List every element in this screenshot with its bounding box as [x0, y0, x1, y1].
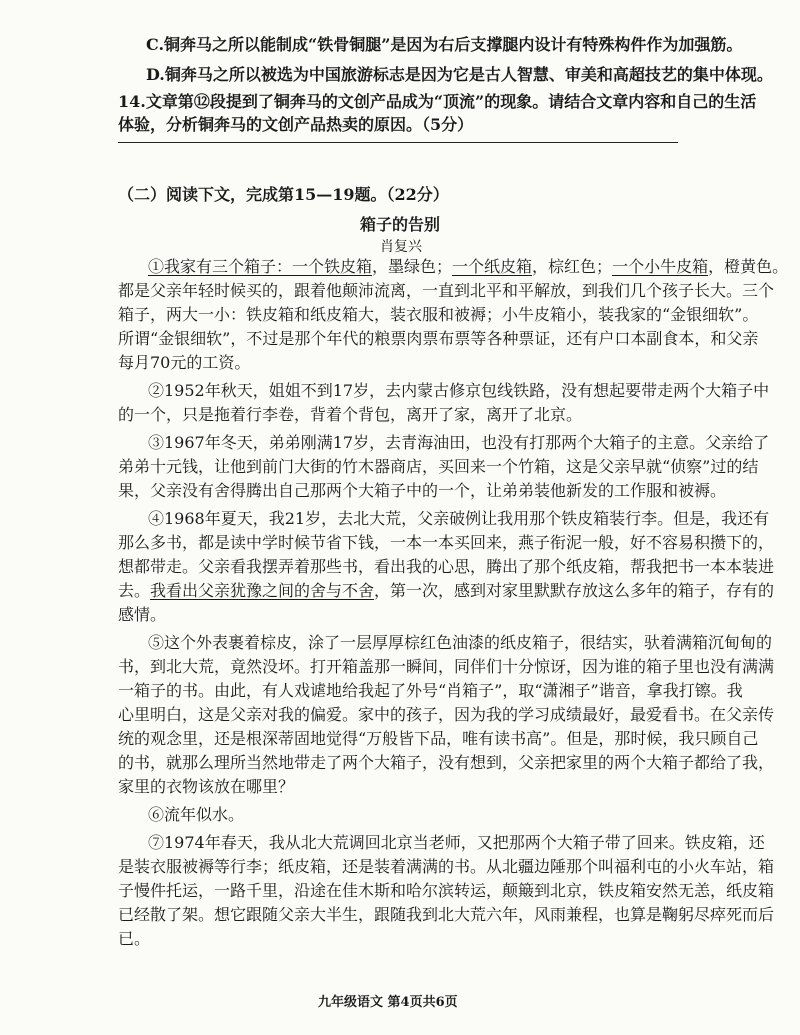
paragraph-5-line-7: 家里的衣物该放在哪里？	[118, 777, 295, 796]
paragraph-4-line-3: 想都带走。父亲看我摆弄着那些书，看出我的心思，腾出了那个纸皮箱，帮我把书一本本装进	[118, 557, 775, 576]
question-14-line1: 14.文章第⑫段提到了铜奔马的文创产品成为“顶流”的现象。请结合文章内容和自己的生活	[118, 92, 757, 111]
paragraph-2-line-1: ②1952年秋天，姐姐不到17岁，去内蒙古修京包线铁路，没有想起要带走两个大箱子中	[148, 381, 770, 400]
underlined-text: 一个纸皮箱	[452, 257, 533, 276]
paragraph-2-line-2: 的一个，只是拖着行李卷，背着个背包，离开了家，离开了北京。	[118, 405, 583, 424]
section-heading: （二）阅读下文，完成第15—19题。（22分）	[118, 185, 449, 204]
paragraph-1-line-4: 所谓“金银细软”，不过是那个年代的粮票肉票布票等各种票证，还有户口本副食本，和父亲	[118, 329, 759, 348]
option-d: D.铜奔马之所以被选为中国旅游标志是因为它是古人智慧、审美和高超技艺的集中体现。	[146, 65, 773, 84]
question-14-line2: 体验，分析铜奔马的文创产品热卖的原因。（5分）	[118, 115, 474, 134]
paragraph-7-line-4: 已经散了架。想它跟随父亲大半生，跟随我到北大荒六年，风雨兼程，也算是鞠躬尽瘁死而后	[118, 905, 775, 924]
paragraph-3-line-3: 果，父亲没有舍得腾出自己那两个大箱子中的一个，让弟弟装他新发的工作服和被褥。	[118, 481, 727, 500]
paragraph-5-line-2: 书，到北大荒，竟然没坏。打开箱盖那一瞬间，同伴们十分惊讶，因为谁的箱子里也没有满满	[118, 657, 775, 676]
paragraph-1-line-2: 都是父亲年轻时候买的，跟着他颠沛流离，一直到北平和平解放，到我们几个孩子长大。三个	[118, 281, 775, 300]
article-author: 肖复兴	[380, 239, 422, 255]
answer-line	[118, 142, 678, 143]
paragraph-3-line-2: 弟弟十元钱，让他到前门大街的竹木器商店，买回来一个竹箱，这是父亲早就“侦察”过的结	[118, 457, 759, 476]
paragraph-7-line-2: 是装衣服被褥等行李；纸皮箱，还是装着满满的书。从北疆边陲那个叫福利屯的小火车站，箱	[118, 857, 775, 876]
paragraph-7-line-3: 子慢件托运，一路千里，沿途在佳木斯和哈尔滨转运，颠簸到北京，铁皮箱安然无恙，纸皮箱	[118, 881, 775, 900]
paragraph-7-line-1: ⑦1974年春天，我从北大荒调回北京当老师，又把那两个大箱子带了回来。铁皮箱，还	[148, 833, 765, 852]
paragraph-1-line-1: ①我家有三个箱子：一个铁皮箱，墨绿色；一个纸皮箱，棕红色；一个小牛皮箱，橙黄色。	[148, 257, 789, 276]
page-footer: 九年级语文 第4页共6页	[318, 995, 458, 1010]
underlined-text: 一个小牛皮箱	[612, 257, 709, 276]
paragraph-1-line-3: 箱子，两大一小：铁皮箱和纸皮箱大，装衣服和被褥；小牛皮箱小，装我家的“金银细软”。	[118, 305, 759, 324]
paragraph-4-line-5: 感情。	[118, 605, 167, 624]
article-title: 箱子的告别	[360, 215, 441, 234]
paragraph-5-line-6: 的书，就那么理所当然地带走了两个大箱子，没有想到，父亲把家里的两个大箱子都给了我，	[118, 753, 775, 772]
paragraph-7-line-5: 已。	[118, 929, 151, 948]
paragraph-4-line-4: 去。我看出父亲犹豫之间的舍与不舍，第一次，感到对家里默默存放这么多年的箱子，存有的	[118, 581, 775, 600]
paragraph-4-line-2: 那么多书，都是读中学时候节省下钱，一本一本买回来，燕子衔泥一般，好不容易积攒下的，	[118, 533, 775, 552]
option-c: C.铜奔马之所以能制成“铁骨铜腿”是因为右后支撑腿内设计有特殊构件作为加强筋。	[146, 35, 743, 54]
paragraph-5-line-4: 心里明白，这是父亲对我的偏爱。家中的孩子，因为我的学习成绩最好，最爱看书。在父亲传	[118, 705, 775, 724]
underlined-text: 我看出父亲犹豫之间的舍与不舍	[150, 581, 375, 600]
paragraph-1-line-5: 每月70元的工资。	[118, 353, 251, 372]
paragraph-3-line-1: ③1967年冬天，弟弟刚满17岁，去青海油田，也没有打那两个大箱子的主意。父亲给了	[148, 433, 770, 452]
paragraph-4-line-1: ④1968年夏天，我21岁，去北大荒，父亲破例让我用那个铁皮箱装行李。但是，我还有	[148, 509, 770, 528]
paragraph-5-line-5: 统的观念里，还是根深蒂固地觉得“万般皆下品，唯有读书高”。但是，那时候，我只顾自己	[118, 729, 759, 748]
paragraph-6: ⑥流年似水。	[148, 805, 245, 824]
underlined-text: ①我家有三个箱子：一个铁皮箱	[148, 257, 373, 276]
paragraph-5-line-3: 一箱子的书。由此，有人戏谑地给我起了外号“肖箱子”，取“潇湘子”谐音，拿我打镲。我	[118, 681, 743, 700]
paragraph-5-line-1: ⑤这个外表裹着棕皮，涂了一层厚厚棕红色油漆的纸皮箱子，很结实，驮着满箱沉甸甸的	[148, 633, 773, 652]
